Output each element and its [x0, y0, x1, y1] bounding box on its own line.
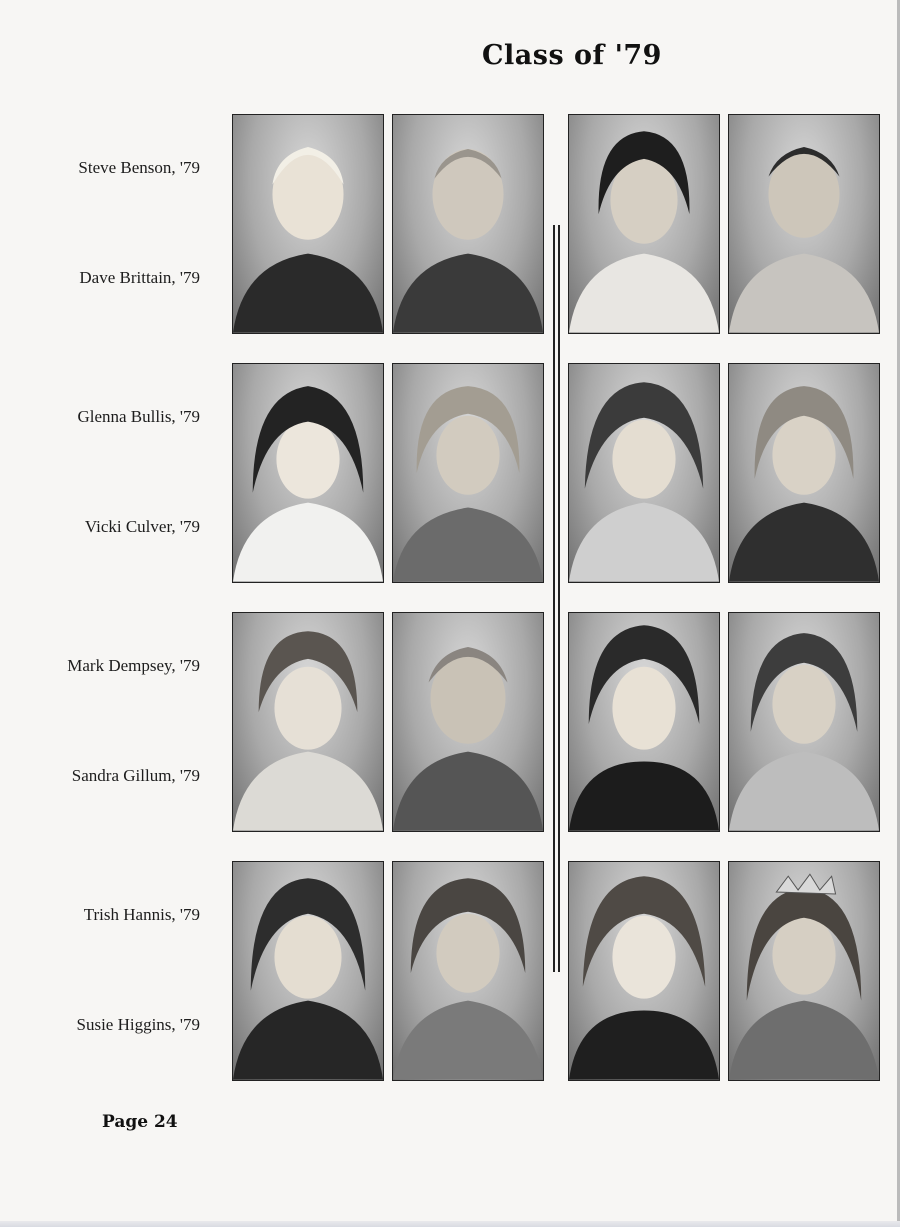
column-divider [553, 225, 560, 972]
person-name-label: Sandra Gillum, '79 [71, 766, 200, 785]
portrait-photo [232, 114, 384, 334]
portrait-photo [568, 363, 720, 583]
portrait-photo [728, 861, 880, 1081]
portrait-photo [728, 363, 880, 583]
page-number: Page 24 [102, 1112, 178, 1132]
person-name-label: Trish Hannis, '79 [83, 905, 200, 924]
person-name-label: Mark Dempsey, '79 [67, 656, 200, 675]
page-title: Class of '79 [482, 40, 662, 71]
person-name-label: Steve Benson, '79 [78, 158, 200, 177]
portrait-photo [568, 114, 720, 334]
portrait-photo [568, 861, 720, 1081]
person-name-label: Dave Brittain, '79 [79, 268, 200, 287]
page-bottom-edge [0, 1221, 900, 1227]
portrait-photo [392, 861, 544, 1081]
portrait-photo [392, 114, 544, 334]
person-name-label: Glenna Bullis, '79 [77, 407, 200, 426]
portrait-photo [392, 612, 544, 832]
portrait-photo [568, 612, 720, 832]
portrait-photo [232, 612, 384, 832]
portrait-photo [728, 114, 880, 334]
portrait-photo [728, 612, 880, 832]
portrait-photo [392, 363, 544, 583]
person-name-label: Susie Higgins, '79 [76, 1015, 200, 1034]
portrait-photo [232, 861, 384, 1081]
person-name-label: Vicki Culver, '79 [84, 517, 200, 536]
portrait-photo [232, 363, 384, 583]
